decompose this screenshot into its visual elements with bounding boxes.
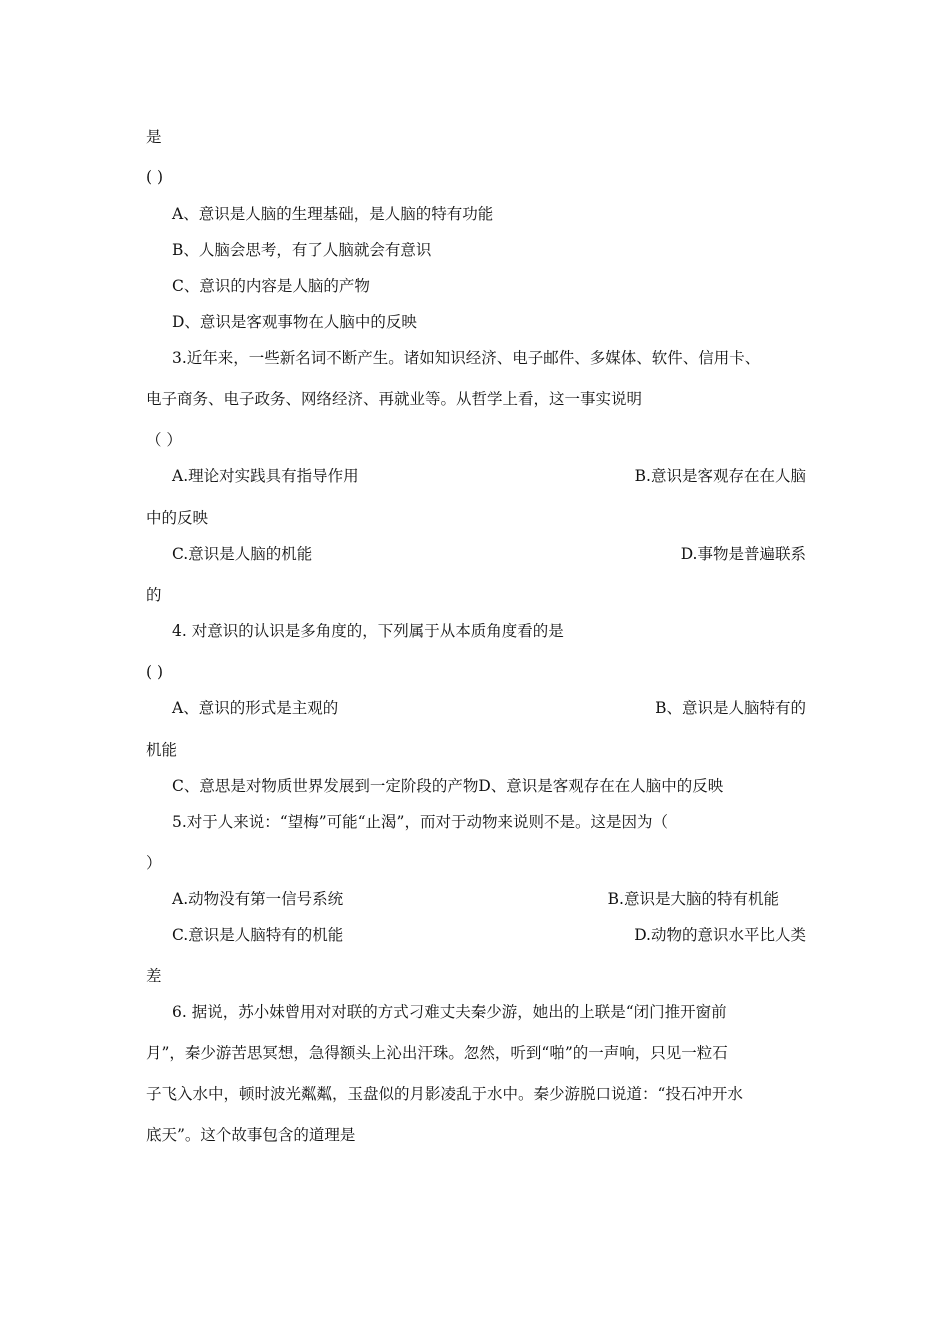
q5-answer-paren-close: ） (146, 854, 162, 872)
q4-option-b: B、意识是人脑特有的 (655, 699, 806, 717)
q3-option-a: A.理论对实践具有指导作用 (172, 467, 359, 485)
q4-stem-line1: 4. 对意识的认识是多角度的，下列属于从本质角度看的是 (172, 622, 564, 640)
q5-option-b: B.意识是大脑的特有机能 (607, 890, 779, 908)
q2-option-b: B、人脑会思考，有了人脑就会有意识 (172, 241, 432, 259)
q3-option-c: C.意识是人脑的机能 (172, 545, 313, 563)
q3-stem-line2: 电子商务、电子政务、网络经济、再就业等。从哲学上看，这一事实说明 (146, 390, 643, 408)
q5-option-a: A.动物没有第一信号系统 (172, 890, 344, 908)
q4-option-cd: C、意思是对物质世界发展到一定阶段的产物D、意识是客观存在在人脑中的反映 (172, 777, 724, 795)
q4-option-b-wrap: 机能 (146, 741, 178, 759)
q5-stem-line1: 5.对于人来说：“望梅”可能“止渴”，而对于动物来说则不是。这是因为（ (172, 813, 668, 831)
q2-stem-tail: 是 (146, 128, 162, 146)
q2-answer-paren: ( ) (146, 168, 164, 186)
q6-stem-line3: 子飞入水中，顿时波光粼粼，玉盘似的月影凌乱于水中。秦少游脱口说道：“投石冲开水 (146, 1085, 743, 1103)
q3-answer-paren: （ ） (146, 431, 182, 449)
q3-option-d: D.事物是普遍联系 (680, 545, 806, 563)
q3-option-d-wrap: 的 (146, 586, 162, 604)
q4-answer-paren: ( ) (146, 663, 164, 681)
q3-stem-line1: 3.近年来，一些新名词不断产生。诸如知识经济、电子邮件、多媒体、软件、信用卡、 (172, 349, 761, 367)
q6-stem-line1: 6. 据说，苏小妹曾用对对联的方式刁难丈夫秦少游，她出的上联是“闭门推开窗前 (172, 1003, 727, 1021)
q2-option-c: C、意识的内容是人脑的产物 (172, 277, 370, 295)
q3-option-b: B.意识是客观存在在人脑 (634, 467, 806, 485)
q4-option-a: A、意识的形式是主观的 (172, 699, 339, 717)
q5-option-d-wrap: 差 (146, 967, 162, 985)
q6-stem-line4: 底天”。这个故事包含的道理是 (146, 1126, 356, 1144)
q2-option-d: D、意识是客观事物在人脑中的反映 (172, 313, 417, 331)
q5-option-d: D.动物的意识水平比人类 (634, 926, 806, 944)
q5-option-c: C.意识是人脑特有的机能 (172, 926, 344, 944)
q2-option-a: A、意识是人脑的生理基础，是人脑的特有功能 (172, 205, 494, 223)
q6-stem-line2: 月”，秦少游苦思冥想，急得额头上沁出汗珠。忽然，听到“啪”的一声响，只见一粒石 (146, 1044, 728, 1062)
q3-option-b-wrap: 中的反映 (146, 509, 209, 527)
